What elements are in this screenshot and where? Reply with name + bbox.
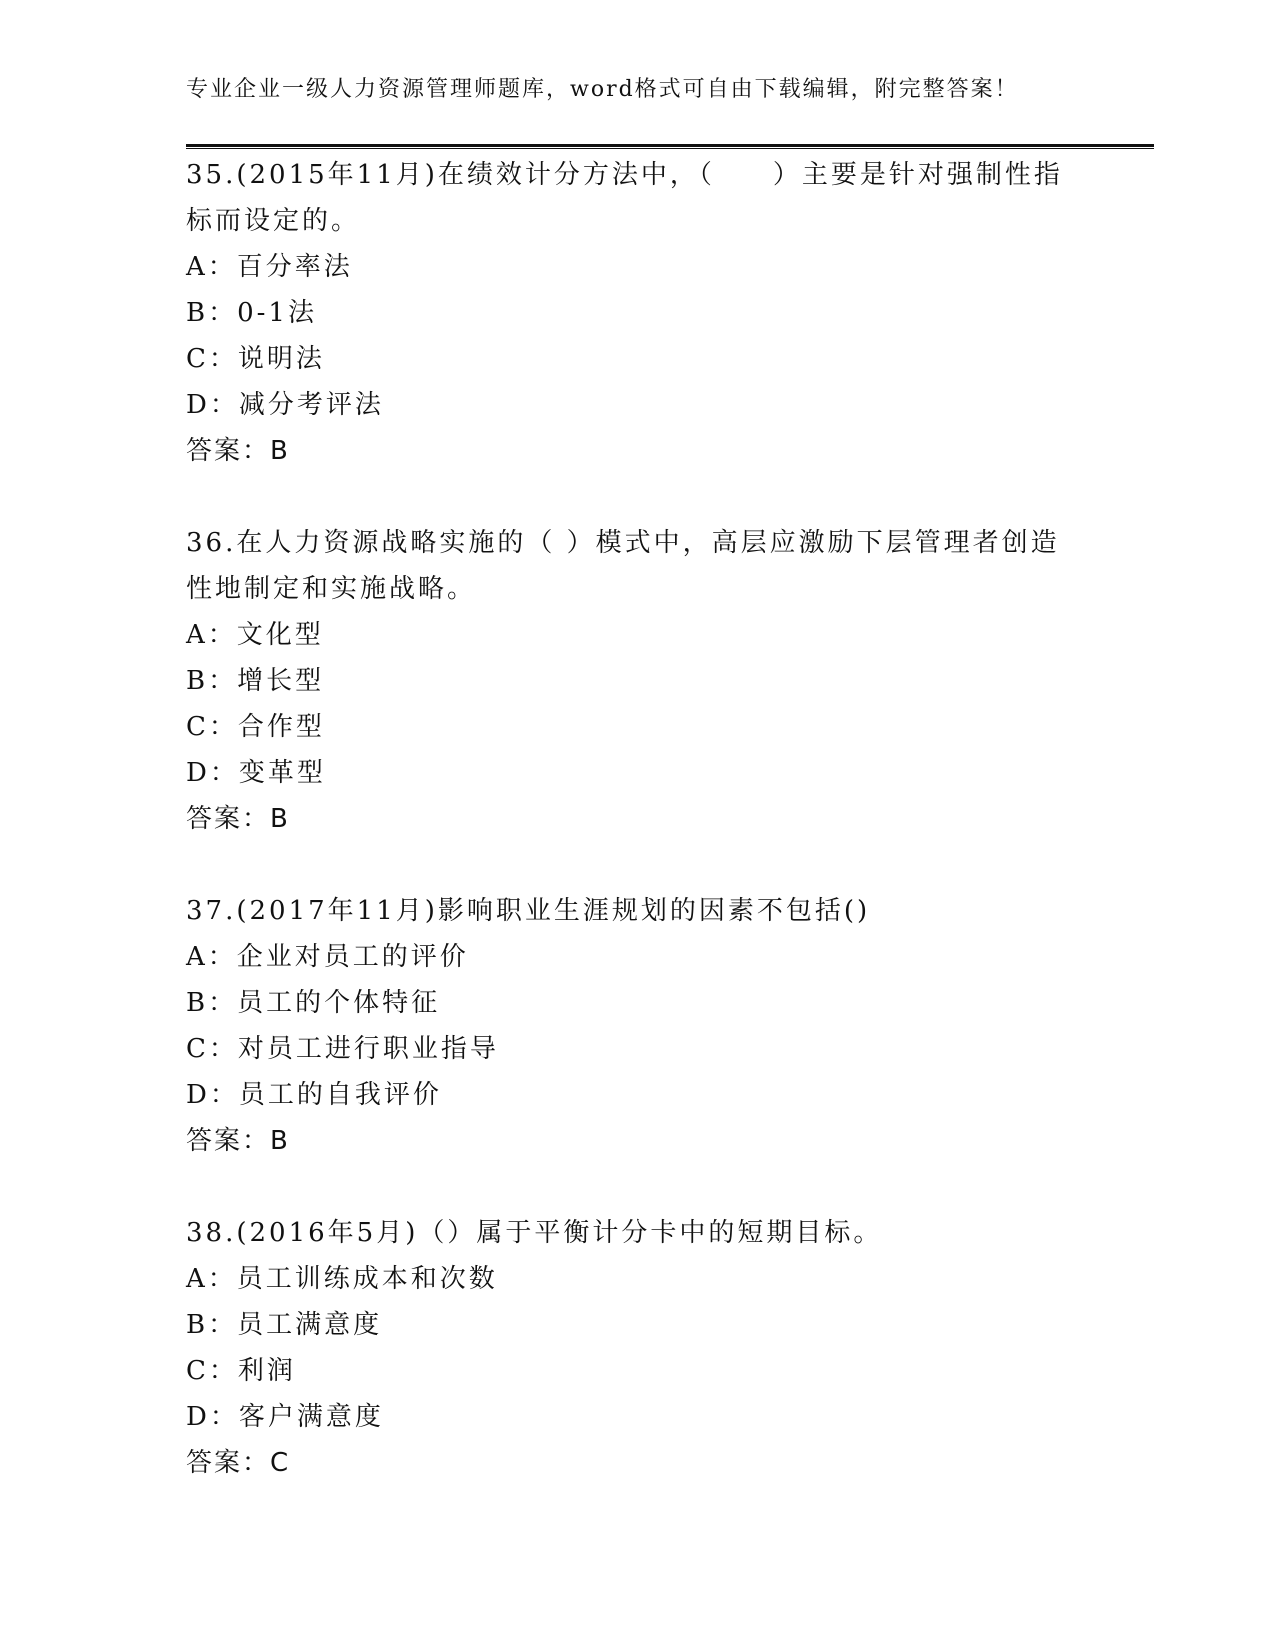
question-text: 35.(2015年11月)在绩效计分方法中，（ ）主要是针对强制性指 bbox=[186, 160, 1063, 190]
question-37 bbox=[186, 888, 1086, 1164]
option-d: D：员工的自我评价 bbox=[186, 1080, 442, 1110]
option-b: B：员工的个体特征 bbox=[186, 988, 441, 1018]
question-text: 37.(2017年11月)影响职业生涯规划的因素不包括() bbox=[186, 896, 871, 926]
option-d: D：减分考评法 bbox=[186, 390, 384, 420]
option-a: A：百分率法 bbox=[186, 252, 353, 282]
option-d: D：变革型 bbox=[186, 758, 326, 788]
answer: 答案：B bbox=[186, 1126, 290, 1156]
answer: 答案：B bbox=[186, 436, 290, 466]
option-b: B：增长型 bbox=[186, 666, 325, 696]
option-a: A：员工训练成本和次数 bbox=[186, 1264, 498, 1294]
question-text: 36.在人力资源战略实施的（ ）模式中，高层应激励下层管理者创造 bbox=[186, 528, 1060, 558]
option-c: C：对员工进行职业指导 bbox=[186, 1034, 499, 1064]
question-text: 标而设定的。 bbox=[186, 206, 361, 236]
answer: 答案：B bbox=[186, 804, 290, 834]
option-b: B：0-1法 bbox=[186, 298, 317, 328]
option-c: C：利润 bbox=[186, 1356, 296, 1386]
option-a: A：企业对员工的评价 bbox=[186, 942, 469, 972]
page-header: 专业企业一级人力资源管理师题库，word格式可自由下载编辑，附完整答案！ bbox=[186, 77, 1019, 102]
question-35 bbox=[186, 152, 1086, 474]
question-38 bbox=[186, 1210, 1086, 1486]
option-c: C：合作型 bbox=[186, 712, 325, 742]
question-text: 性地制定和实施战略。 bbox=[186, 574, 477, 604]
option-d: D：客户满意度 bbox=[186, 1402, 384, 1432]
question-36 bbox=[186, 520, 1086, 842]
answer: 答案：C bbox=[186, 1448, 291, 1478]
option-b: B：员工满意度 bbox=[186, 1310, 383, 1340]
header-divider bbox=[186, 144, 1154, 149]
question-text: 38.(2016年5月)（）属于平衡计分卡中的短期目标。 bbox=[186, 1218, 883, 1248]
option-c: C：说明法 bbox=[186, 344, 325, 374]
option-a: A：文化型 bbox=[186, 620, 324, 650]
